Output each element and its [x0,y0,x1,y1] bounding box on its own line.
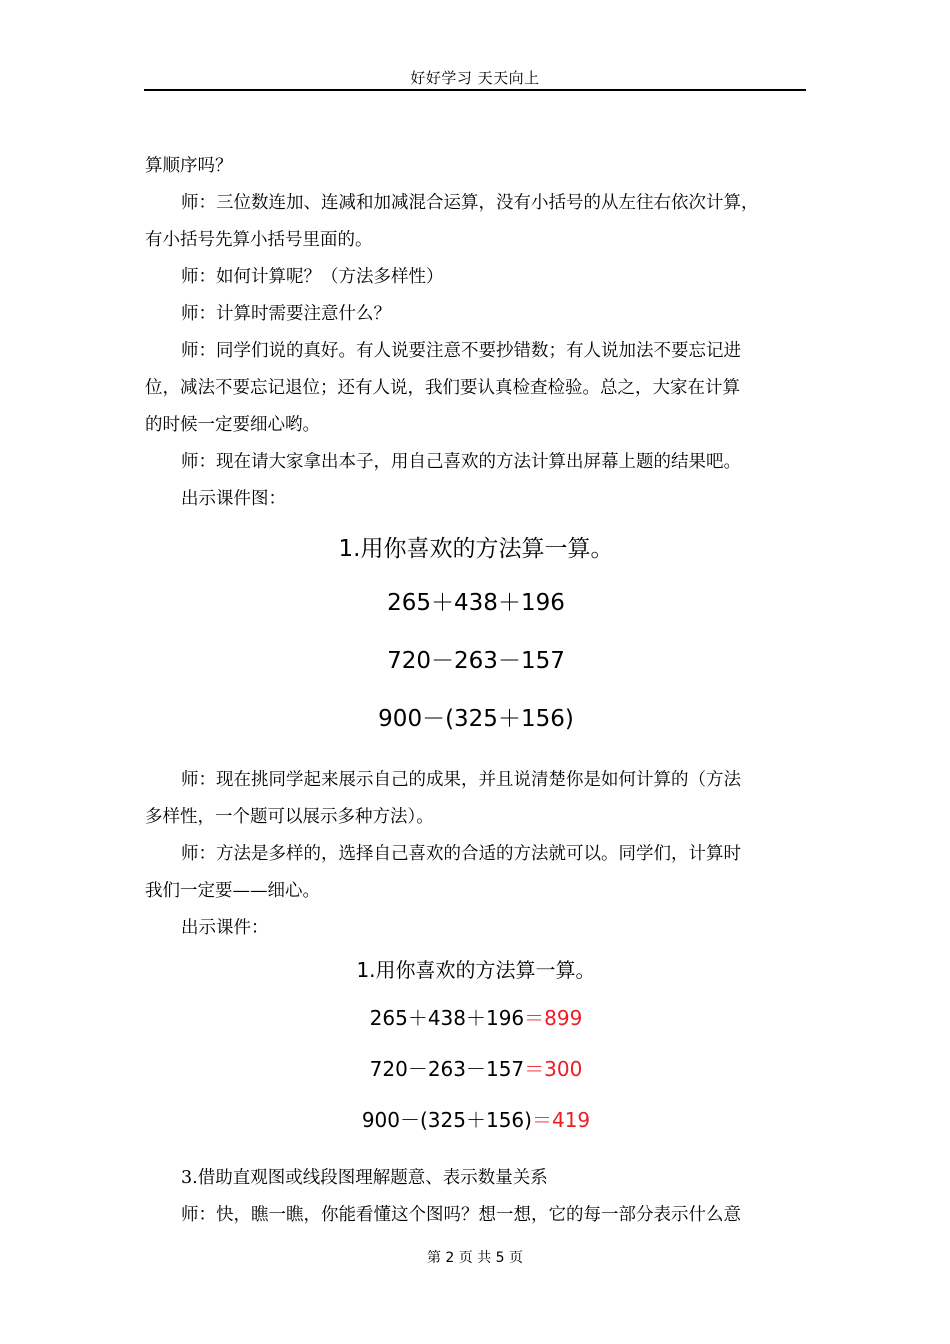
equation-expression: 900－(325＋156) [361,1108,532,1132]
document-body [145,148,807,1234]
paragraph-line: 师：方法是多样的，选择自己喜欢的合适的方法就可以。同学们，计算时 [181,844,741,864]
paragraph-line: 师：三位数连加、连减和加减混合运算，没有小括号的从左往右依次计算， [181,193,759,213]
equation: 900－(325＋156) [378,706,574,732]
paragraph-line: 师：如何计算呢？（方法多样性） [181,267,444,287]
paragraph-line: 我们一定要——细心。 [145,881,320,901]
courseware-slide-2 [145,947,807,1160]
equation-expression: 720－263－157 [369,1057,525,1081]
slide-title: 1.用你喜欢的方法算一算。 [338,536,614,562]
paragraph-line: 出示课件图： [181,489,286,509]
paragraph-line: 3.借助直观图或线段图理解题意、表示数量关系 [181,1168,548,1188]
paragraph-line: 出示课件： [181,918,269,938]
equation-answer: ＝419 [531,1108,591,1132]
equation-with-answer [145,1095,807,1146]
paragraph-line: 师：快，瞧一瞧，你能看懂这个图吗？想一想，它的每一部分表示什么意 [181,1205,741,1225]
paragraph-line: 师：计算时需要注意什么？ [181,304,391,324]
paragraph-line: 位，减法不要忘记退位；还有人说，我们要认真检查检验。总之，大家在计算 [145,378,740,398]
paragraph-line: 有小括号先算小括号里面的。 [145,230,373,250]
paragraph-line: 师：现在挑同学起来展示自己的成果，并且说清楚你是如何计算的（方法 [181,770,741,790]
equation: 265＋438＋196 [387,590,565,616]
paragraph-line: 算顺序吗？ [145,156,233,176]
page-number: 第 2 页 共 5 页 [426,1250,524,1266]
slide-title: 1.用你喜欢的方法算一算。 [356,958,596,982]
courseware-slide-1 [145,524,807,762]
paragraph-line: 多样性，一个题可以展示多种方法）。 [145,807,434,827]
paragraph-line: 的时候一定要细心哟。 [145,415,320,435]
equation-answer: ＝899 [524,1006,583,1030]
header-divider [144,89,806,91]
page-header: 好好学习 天天向上 [410,69,540,87]
equation-with-answer [145,1044,807,1095]
equation-expression: 265＋438＋196 [369,1006,525,1030]
paragraph-line: 师：同学们说的真好。有人说要注意不要抄错数；有人说加法不要忘记进 [181,341,741,361]
paragraph-line: 师：现在请大家拿出本子，用自己喜欢的方法计算出屏幕上题的结果吧。 [181,452,741,472]
equation-answer: ＝300 [524,1057,583,1081]
equation: 720－263－157 [387,648,565,674]
equation-with-answer [145,993,807,1044]
